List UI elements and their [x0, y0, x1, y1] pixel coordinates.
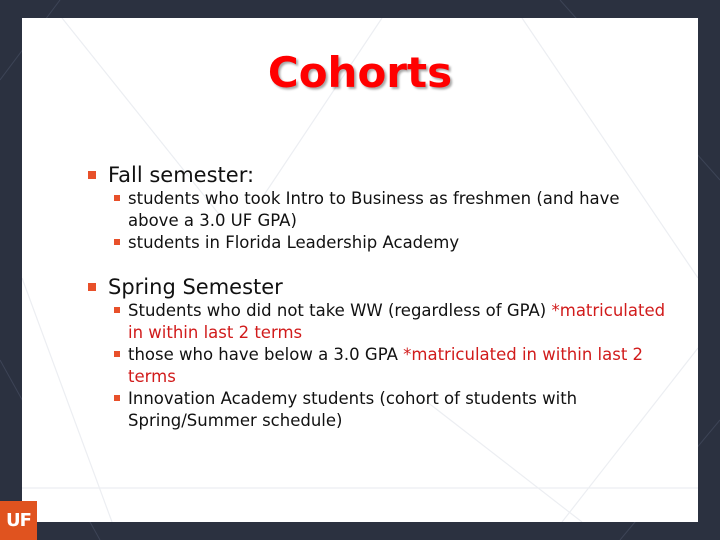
section-heading-spring: Spring Semester — [88, 274, 668, 300]
item-note: *matriculated in within last 2 terms — [128, 345, 644, 386]
section-heading-fall: Fall semester: — [88, 162, 668, 188]
item-text: students in Florida Leadership Academy — [128, 233, 460, 252]
item-note: *matriculated in within last 2 terms — [128, 301, 666, 342]
list-item — [114, 344, 668, 388]
list-item — [114, 188, 668, 232]
list-item — [114, 388, 668, 432]
list-item — [114, 300, 668, 344]
slide — [22, 18, 698, 522]
uf-logo: UF — [0, 501, 37, 540]
item-text: Innovation Academy students (cohort of students with Spring/Summer schedule) — [128, 389, 578, 430]
item-text: students who took Intro to Business as freshmen (and have above a 3.0 UF GPA) — [128, 189, 620, 230]
slide-content — [88, 162, 668, 432]
item-text: those who have below a 3.0 GPA — [128, 345, 398, 364]
list-item — [114, 232, 668, 254]
item-text: Students who did not take WW (regardless of GPA) — [128, 301, 547, 320]
slide-title: Cohorts — [267, 48, 453, 97]
